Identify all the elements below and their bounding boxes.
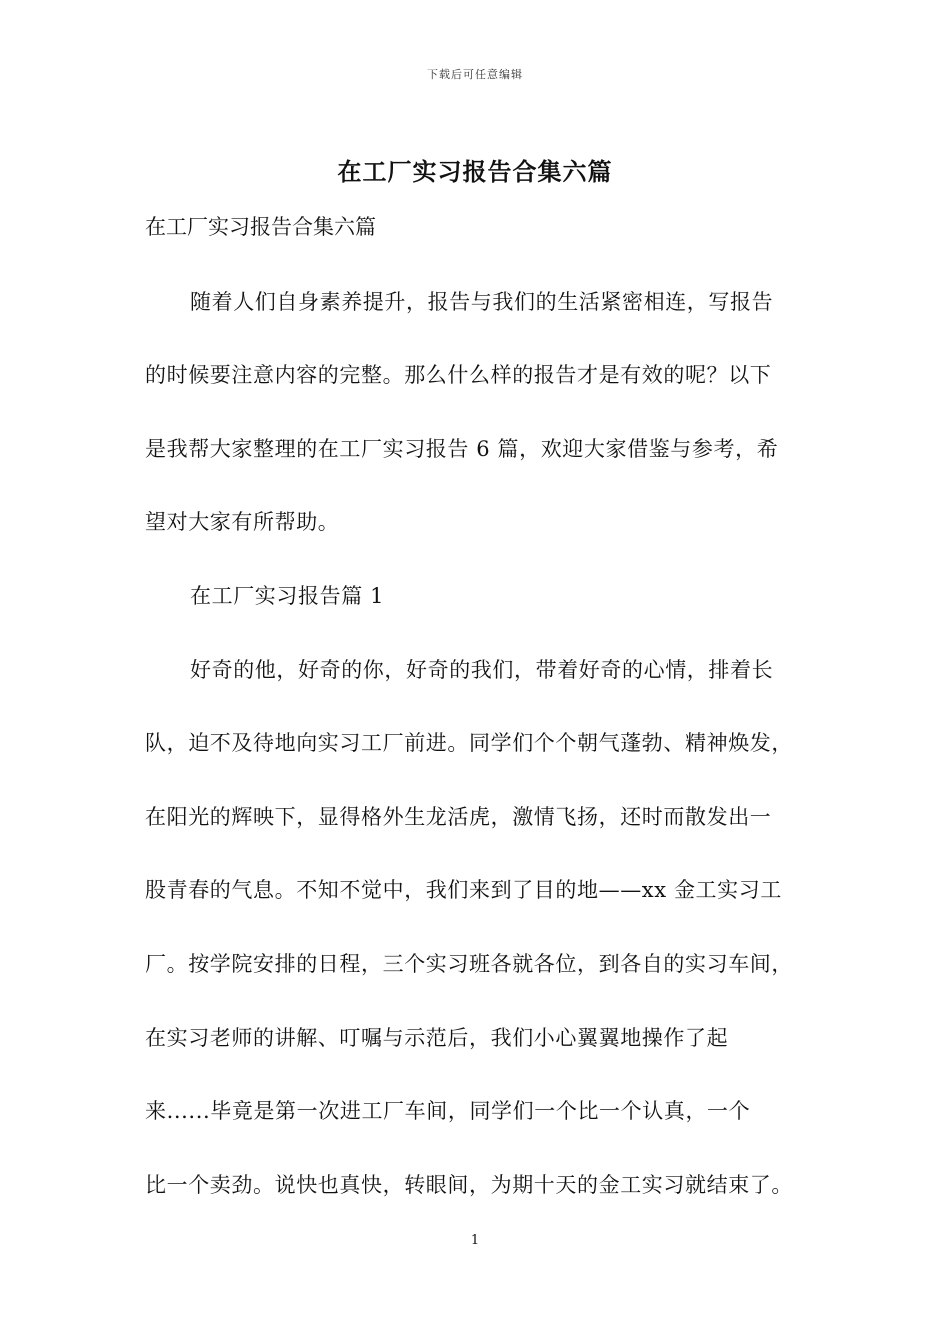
body-line: 在阳光的辉映下，显得格外生龙活虎，激情飞扬，还时而散发出一 [145, 805, 772, 829]
body-line: 是我帮大家整理的在工厂实习报告 6 篇，欢迎大家借鉴与参考，希 [145, 437, 779, 461]
body-line: 队，迫不及待地向实习工厂前进。同学们个个朝气蓬勃、精神焕发， [145, 731, 793, 755]
body-line: 比一个卖劲。说快也真快，转眼间，为期十天的金工实习就结束了。 [145, 1173, 793, 1197]
document-title: 在工厂实习报告合集六篇 [337, 157, 613, 186]
body-line: 随着人们自身素养提升，报告与我们的生活紧密相连，写报告 [190, 290, 774, 314]
body-line: 望对大家有所帮助。 [145, 510, 340, 534]
document-subtitle: 在工厂实习报告合集六篇 [145, 215, 376, 239]
body-line: 股青春的气息。不知不觉中，我们来到了目的地——xx 金工实习工 [145, 878, 782, 902]
section-heading: 在工厂实习报告篇 1 [190, 584, 385, 608]
header-note: 下载后可任意编辑 [427, 68, 523, 81]
body-line: 在实习老师的讲解、叮嘱与示范后，我们小心翼翼地操作了起 [145, 1026, 729, 1050]
body-line: 好奇的他，好奇的你，好奇的我们，带着好奇的心情，排着长 [190, 658, 774, 682]
body-line: 来......毕竟是第一次进工厂车间，同学们一个比一个认真，一个 [145, 1099, 751, 1123]
body-line: 的时候要注意内容的完整。那么什么样的报告才是有效的呢？以下 [145, 363, 772, 387]
body-line: 厂。按学院安排的日程，三个实习班各就各位，到各自的实习车间， [145, 952, 793, 976]
page-number: 1 [470, 1233, 480, 1248]
